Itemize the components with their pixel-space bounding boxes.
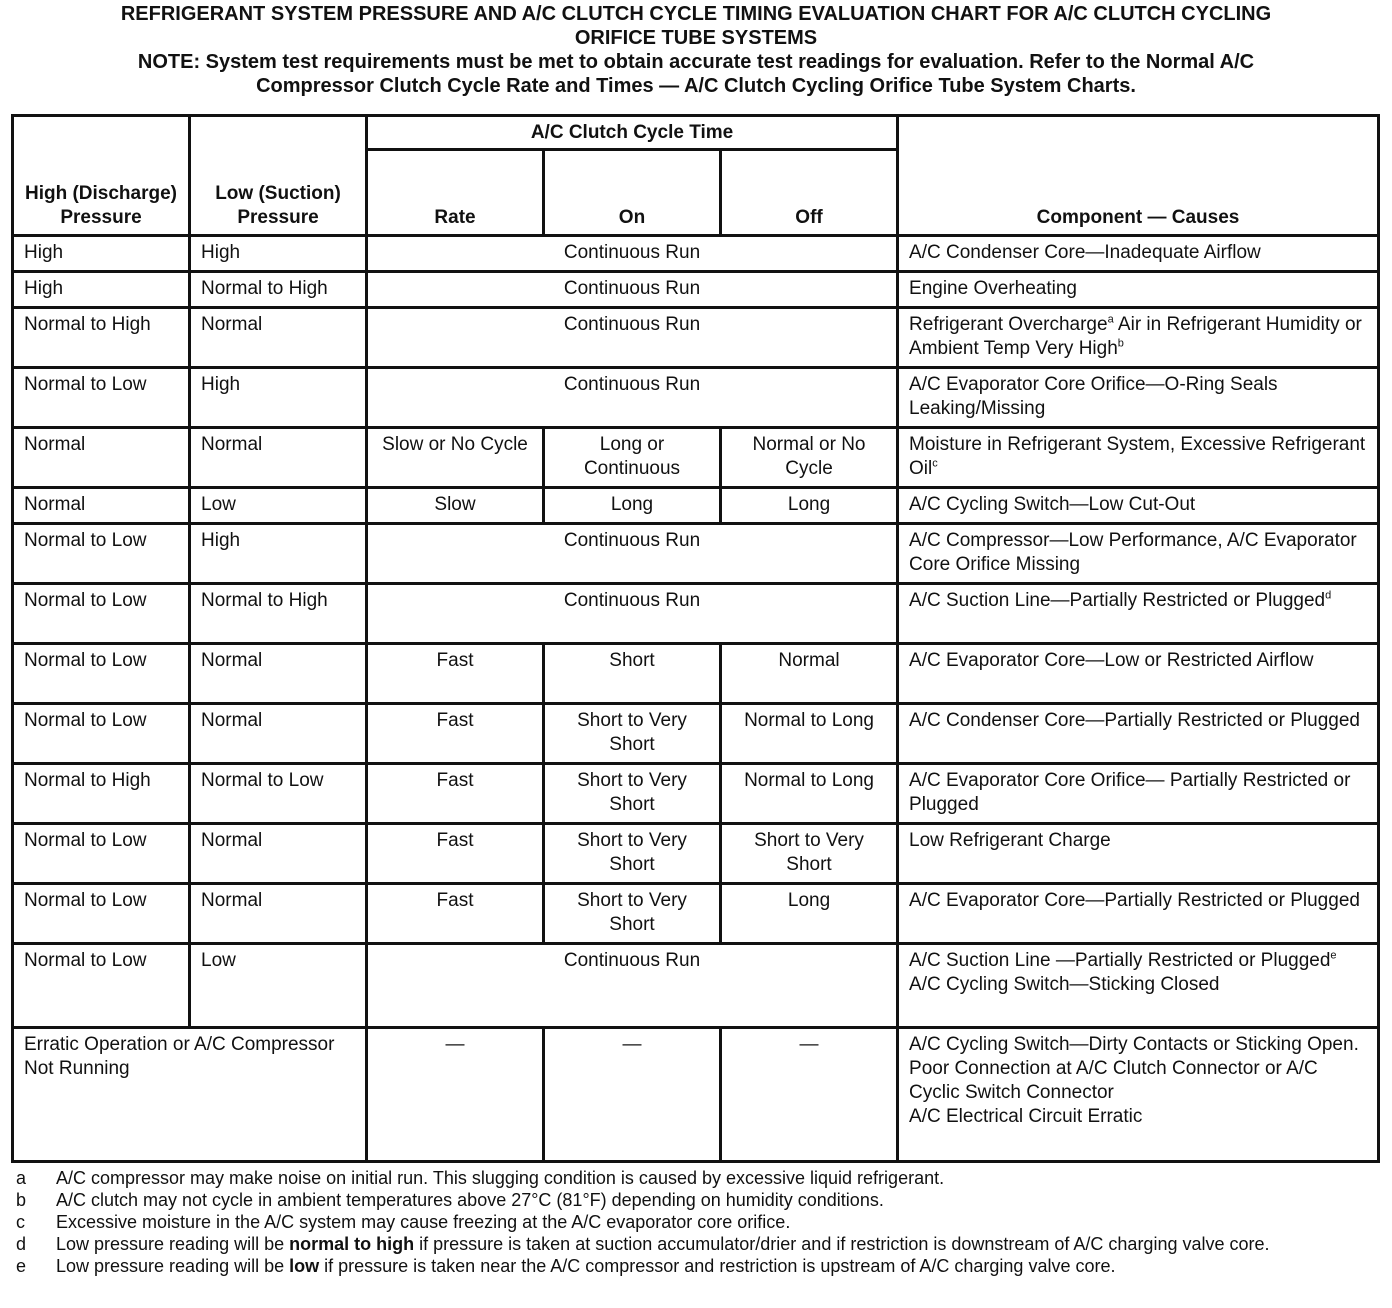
- table-row: [13, 236, 1379, 272]
- cell-rate-dash: —: [367, 1028, 544, 1162]
- cell-high-pressure: Normal to Low: [13, 584, 190, 644]
- footnote: [16, 1255, 1376, 1277]
- footnote-key: b: [16, 1190, 27, 1210]
- footnote-key: a: [16, 1168, 27, 1188]
- cause-line: A/C Cycling Switch—Dirty Contacts or Sticking Open.: [909, 1034, 1359, 1055]
- footnote-text-post: if pressure is taken at suction accumulator/drier and if restriction is downstream of A/C charging valve core.: [414, 1234, 1270, 1254]
- footnote: [16, 1189, 1376, 1211]
- cell-high-pressure: Normal to Low: [13, 368, 190, 428]
- footnote-ref: c: [932, 457, 938, 470]
- cell-causes: [898, 824, 1379, 884]
- cause-text-continued: Air in Refrigerant Humidity or Ambient Temp Very High: [909, 314, 1362, 359]
- cell-low-pressure: Normal: [190, 704, 367, 764]
- table-row: [13, 644, 1379, 704]
- header-causes: Component — Causes: [898, 116, 1379, 236]
- table-body: [13, 236, 1379, 1162]
- cell-low-pressure: Normal to High: [190, 584, 367, 644]
- cell-cycle-continuous: Continuous Run: [367, 236, 898, 272]
- header-low-pressure: Low (Suction) Pressure: [190, 116, 367, 236]
- cell-cycle-continuous: Continuous Run: [367, 368, 898, 428]
- cell-low-pressure: High: [190, 368, 367, 428]
- cell-causes: [898, 308, 1379, 368]
- cell-on: Long: [544, 488, 721, 524]
- cause-line: Poor Connection at A/C Clutch Connector or A/C Cyclic Switch Connector: [909, 1058, 1318, 1103]
- cell-low-pressure: Low: [190, 944, 367, 1028]
- cell-on: Short to Very Short: [544, 884, 721, 944]
- footnote-text-pre: Low pressure reading will be: [56, 1256, 290, 1276]
- cell-causes: [898, 1028, 1379, 1162]
- cell-causes: [898, 764, 1379, 824]
- cell-off: Long: [721, 884, 898, 944]
- cell-low-pressure: Normal: [190, 308, 367, 368]
- cell-low-pressure: High: [190, 236, 367, 272]
- table-row: [13, 704, 1379, 764]
- footnote: [16, 1167, 1376, 1189]
- footnote-text-bold: low: [289, 1256, 320, 1276]
- header-cycle-time: A/C Clutch Cycle Time: [367, 116, 898, 150]
- cell-rate: Slow or No Cycle: [367, 428, 544, 488]
- footnote-key: e: [16, 1256, 27, 1276]
- cell-rate: Fast: [367, 884, 544, 944]
- cell-causes: [898, 428, 1379, 488]
- cell-off: Normal or No Cycle: [721, 428, 898, 488]
- cell-rate: Fast: [367, 764, 544, 824]
- header-high-pressure: High (Discharge) Pressure: [13, 116, 190, 236]
- cell-high-pressure: High: [13, 272, 190, 308]
- cause-text: A/C Evaporator Core—Low or Restricted Airflow: [909, 650, 1314, 671]
- footnote-key: c: [16, 1212, 25, 1232]
- cell-on: Short: [544, 644, 721, 704]
- cell-high-pressure: Normal: [13, 428, 190, 488]
- cause-text: Refrigerant Overcharge: [909, 314, 1108, 335]
- footnote-ref: e: [1330, 949, 1337, 962]
- cell-off: Normal to Long: [721, 704, 898, 764]
- cause-text: A/C Condenser Core—Partially Restricted or Plugged: [909, 710, 1360, 731]
- cause-text: Low Refrigerant Charge: [909, 830, 1111, 851]
- cell-off-dash: —: [721, 1028, 898, 1162]
- cell-high-pressure: Normal to Low: [13, 644, 190, 704]
- cell-high-pressure: Normal: [13, 488, 190, 524]
- cell-low-pressure: Normal: [190, 428, 367, 488]
- note-line-2: Compressor Clutch Cycle Rate and Times — A/C Clutch Cycling Orifice Tube System Charts.: [256, 75, 1136, 97]
- cell-low-pressure: High: [190, 524, 367, 584]
- cause-text: A/C Cycling Switch—Low Cut-Out: [909, 494, 1196, 515]
- title-line-2: ORIFICE TUBE SYSTEMS: [574, 27, 818, 49]
- cell-high-pressure: Normal to Low: [13, 884, 190, 944]
- cell-high-pressure: Normal to Low: [13, 524, 190, 584]
- table-row: [13, 368, 1379, 428]
- cell-causes: [898, 584, 1379, 644]
- cell-cycle-continuous: Continuous Run: [367, 584, 898, 644]
- cell-high-pressure: Normal to Low: [13, 944, 190, 1028]
- table-row: [13, 524, 1379, 584]
- table-row: [13, 824, 1379, 884]
- evaluation-table: [11, 114, 1380, 1163]
- footnote-text-pre: Low pressure reading will be: [56, 1234, 290, 1254]
- cell-low-pressure: Normal: [190, 644, 367, 704]
- header-rate: Rate: [367, 150, 544, 236]
- cause-text: A/C Condenser Core—Inadequate Airflow: [909, 242, 1261, 263]
- cause-text: A/C Suction Line —Partially Restricted or Plugged: [909, 950, 1331, 971]
- cell-high-pressure: High: [13, 236, 190, 272]
- cell-causes: [898, 236, 1379, 272]
- cell-off: Short to Very Short: [721, 824, 898, 884]
- table-row: [13, 764, 1379, 824]
- cell-causes: [898, 488, 1379, 524]
- cell-rate: Fast: [367, 824, 544, 884]
- table-row: [13, 308, 1379, 368]
- cause-text-continued: A/C Cycling Switch—Sticking Closed: [909, 974, 1220, 995]
- footnote-text: Excessive moisture in the A/C system may cause freezing at the A/C evaporator core orifice.: [56, 1212, 791, 1232]
- table-row: [13, 884, 1379, 944]
- cell-low-pressure: Normal: [190, 824, 367, 884]
- cell-causes: [898, 644, 1379, 704]
- cell-causes: [898, 884, 1379, 944]
- cell-erratic-operation: Erratic Operation or A/C Compressor Not Running: [13, 1028, 367, 1162]
- footnote-text: A/C compressor may make noise on initial run. This slugging condition is caused by excessive liquid refrigerant.: [56, 1168, 945, 1188]
- footnote-ref: d: [1325, 589, 1332, 602]
- cell-high-pressure: Normal to Low: [13, 704, 190, 764]
- note-line-1: NOTE: System test requirements must be met to obtain accurate test readings for evaluation. Refer to the Normal A/C: [137, 51, 1255, 73]
- cell-causes: [898, 272, 1379, 308]
- cell-high-pressure: Normal to High: [13, 308, 190, 368]
- table-row: [13, 272, 1379, 308]
- cell-off: Normal: [721, 644, 898, 704]
- footnotes: [16, 1167, 1376, 1277]
- table-row: [13, 944, 1379, 1028]
- cell-off: Normal to Long: [721, 764, 898, 824]
- cause-text: A/C Evaporator Core Orifice—O-Ring Seals Leaking/Missing: [909, 374, 1278, 419]
- cell-low-pressure: Normal: [190, 884, 367, 944]
- cell-rate: Fast: [367, 704, 544, 764]
- cause-text: Moisture in Refrigerant System, Excessive Refrigerant Oil: [909, 434, 1366, 479]
- footnote-text-bold: normal to high: [289, 1234, 415, 1254]
- cell-causes: [898, 944, 1379, 1028]
- cell-rate: Fast: [367, 644, 544, 704]
- footnote-ref: b: [1117, 337, 1124, 350]
- header-on: On: [544, 150, 721, 236]
- footnote-text: [56, 1255, 1376, 1277]
- footnote: [16, 1233, 1376, 1255]
- cell-causes: [898, 704, 1379, 764]
- cell-cycle-continuous: Continuous Run: [367, 272, 898, 308]
- cell-low-pressure: Normal to Low: [190, 764, 367, 824]
- cell-on-dash: —: [544, 1028, 721, 1162]
- cause-line: A/C Electrical Circuit Erratic: [909, 1106, 1143, 1127]
- cell-on: Short to Very Short: [544, 704, 721, 764]
- cause-text: A/C Evaporator Core—Partially Restricted or Plugged: [909, 890, 1360, 911]
- footnote-ref: a: [1107, 313, 1114, 326]
- cell-causes: [898, 524, 1379, 584]
- footnote-text: [56, 1233, 1376, 1255]
- footnote: [16, 1211, 1376, 1233]
- chart-title: [0, 2, 1392, 98]
- footnote-key: d: [16, 1234, 27, 1254]
- table-row-erratic: [13, 1028, 1379, 1162]
- cell-low-pressure: Normal to High: [190, 272, 367, 308]
- cell-on: Long or Continuous: [544, 428, 721, 488]
- cell-off: Long: [721, 488, 898, 524]
- cause-text: Engine Overheating: [909, 278, 1077, 299]
- cause-text: A/C Compressor—Low Performance, A/C Evaporator Core Orifice Missing: [909, 530, 1357, 575]
- cell-rate: Slow: [367, 488, 544, 524]
- cell-high-pressure: Normal to Low: [13, 824, 190, 884]
- cell-on: Short to Very Short: [544, 824, 721, 884]
- title-line-1: REFRIGERANT SYSTEM PRESSURE AND A/C CLUTCH CYCLE TIMING EVALUATION CHART FOR A/C CLUTCH CYCLING: [120, 3, 1272, 25]
- cell-low-pressure: Low: [190, 488, 367, 524]
- cell-cycle-continuous: Continuous Run: [367, 524, 898, 584]
- footnote-text-post: if pressure is taken near the A/C compressor and restriction is upstream of A/C charging valve core.: [319, 1256, 1116, 1276]
- footnote-text: A/C clutch may not cycle in ambient temperatures above 27°C (81°F) depending on humidity conditions.: [56, 1190, 884, 1210]
- table-row: [13, 428, 1379, 488]
- header-off: Off: [721, 150, 898, 236]
- cell-high-pressure: Normal to High: [13, 764, 190, 824]
- cell-cycle-continuous: Continuous Run: [367, 308, 898, 368]
- cell-causes: [898, 368, 1379, 428]
- cell-cycle-continuous: Continuous Run: [367, 944, 898, 1028]
- cause-text: A/C Evaporator Core Orifice— Partially Restricted or Plugged: [909, 770, 1351, 815]
- cause-text: A/C Suction Line—Partially Restricted or Plugged: [909, 590, 1326, 611]
- table-row: [13, 584, 1379, 644]
- cell-on: Short to Very Short: [544, 764, 721, 824]
- table-row: [13, 488, 1379, 524]
